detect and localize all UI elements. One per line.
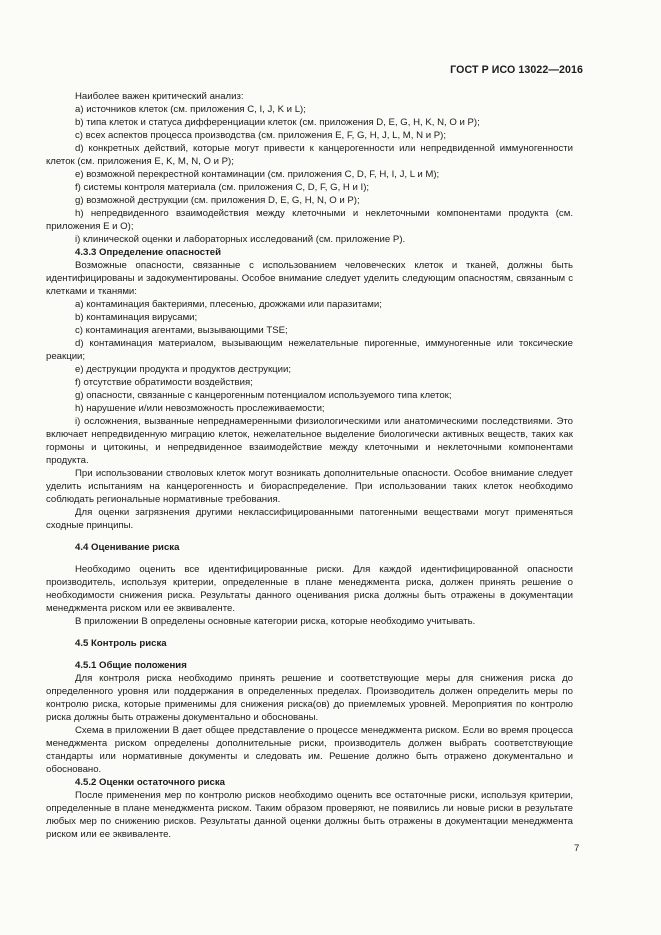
page-number: 7 bbox=[574, 843, 580, 854]
list-item: d) конкретных действий, которые могут привести к канцерогенности или непредвиденной иммуногенности клеток (см. приложения E, K, M, N, O и P); bbox=[46, 143, 573, 167]
list-item: b) типа клеток и статуса дифференциации клеток (см. приложения D, E, G, H, K, N, O и P); bbox=[75, 117, 480, 128]
list-item: a) контаминация бактериями, плесенью, дрожжами или паразитами; bbox=[75, 299, 382, 310]
section-heading: 4.5 Контроль риска bbox=[75, 638, 167, 649]
paragraph: Для контроля риска необходимо принять решение и соответствующие меры для снижения риска до определенного уровня или поддержания в определенных пределах. Производитель должен определить меры по контролю риска, которые применимы для снижения риска(ов) до приемлемых уровней. Мероприятия по контролю риска должны быть отражены документально и обоснованы. bbox=[46, 673, 573, 723]
paragraph: Необходимо оценить все идентифицированные риски. Для каждой идентифицированной опасности производитель, используя критерии, определенные в плане менеджмента риска, должен принять решение о необходимости снижения риска. Результаты данного оценивания риска должны быть отражены в документации менеджмента риском или ее эквиваленте. bbox=[46, 564, 573, 614]
page-header: ГОСТ Р ИСО 13022—2016 bbox=[450, 64, 583, 76]
subsection-heading: 4.5.1 Общие положения bbox=[75, 660, 187, 671]
list-item: f) отсутствие обратимости воздействия; bbox=[75, 377, 253, 388]
subsection-heading: 4.3.3 Определение опасностей bbox=[75, 247, 222, 258]
list-item: c) всех аспектов процесса производства (см. приложения E, F, G, H, J, L, M, N и P); bbox=[75, 130, 446, 141]
list-item: e) возможной перекрестной контаминации (см. приложения C, D, F, H, I, J, L и M); bbox=[75, 169, 440, 180]
list-item: h) непредвиденного взаимодействия между клеточными и неклеточными компонентами продукта (см. приложения E и O); bbox=[46, 208, 573, 232]
paragraph: При использовании стволовых клеток могут возникать дополнительные опасности. Особое внимание следует уделить испытаниям на канцерогенность и биораспределение. При использовании таких клеток необходимо соблюдать региональные нормативные требования. bbox=[46, 468, 573, 505]
section-heading: 4.4 Оценивание риска bbox=[75, 542, 180, 553]
list-item: g) возможной деструкции (см. приложения D, E, G, H, N, O и P); bbox=[75, 195, 360, 206]
list-item: a) источников клеток (см. приложения C, I, J, K и L); bbox=[75, 104, 306, 115]
subsection-heading: 4.5.2 Оценки остаточного риска bbox=[75, 777, 226, 788]
list-item: c) контаминация агентами, вызывающими TSE; bbox=[75, 325, 288, 336]
list-item: e) деструкции продукта и продуктов деструкции; bbox=[75, 364, 292, 375]
paragraph: После применения мер по контролю рисков необходимо оценить все остаточные риски, используя критерии, определенные в плане менеджмента риском. Таким образом проверяют, не появились ли новые риски в результате любых мер по снижению рисков. Результаты данной оценки должны быть отражены в документации менеджмента риском или ее эквиваленте. bbox=[46, 790, 573, 840]
paragraph: Для оценки загрязнения другими неклассифицированными патогенными веществами могут применяться сходные принципы. bbox=[46, 507, 573, 531]
list-item: d) контаминация материалом, вызывающим нежелательные пирогенные, иммуногенные или токсические реакции; bbox=[46, 338, 573, 362]
document-body bbox=[46, 90, 573, 841]
list-item: h) нарушение и/или невозможность прослеживаемости; bbox=[75, 403, 325, 414]
paragraph: В приложении B определены основные категории риска, которые необходимо учитывать. bbox=[75, 616, 476, 627]
list-item: i) осложнения, вызванные непреднамеренными физиологическими или анатомическими последствиями. Это включает непредвиденную миграцию клеток, нежелательное выделение биологически активных веществ, таких как гормоны и цитокины, и непредвиденное взаимодействие между клеточными и неклеточными компонентами продукта. bbox=[46, 416, 573, 466]
paragraph: Возможные опасности, связанные с использованием человеческих клеток и тканей, должны быть идентифицированы и задокументированы. Особое внимание следует уделить следующим опасностям, связанным с клетками и тканями: bbox=[46, 260, 573, 297]
list-item: i) клинической оценки и лабораторных исследований (см. приложение P). bbox=[75, 234, 406, 245]
paragraph: Наиболее важен критический анализ: bbox=[75, 91, 244, 102]
list-item: f) системы контроля материала (см. приложения C, D, F, G, H и I); bbox=[75, 182, 370, 193]
list-item: g) опасности, связанные с канцерогенным потенциалом используемого типа клеток; bbox=[75, 390, 452, 401]
list-item: b) контаминация вирусами; bbox=[75, 312, 198, 323]
paragraph: Схема в приложении B дает общее представление о процессе менеджмента риском. Если во время процесса менеджмента риском определены дополнительные риски, производитель должен выбрать соответствующие стандарты или нормативные документы и следовать им. Решение должно быть отражено документально и обосновано. bbox=[46, 725, 573, 775]
